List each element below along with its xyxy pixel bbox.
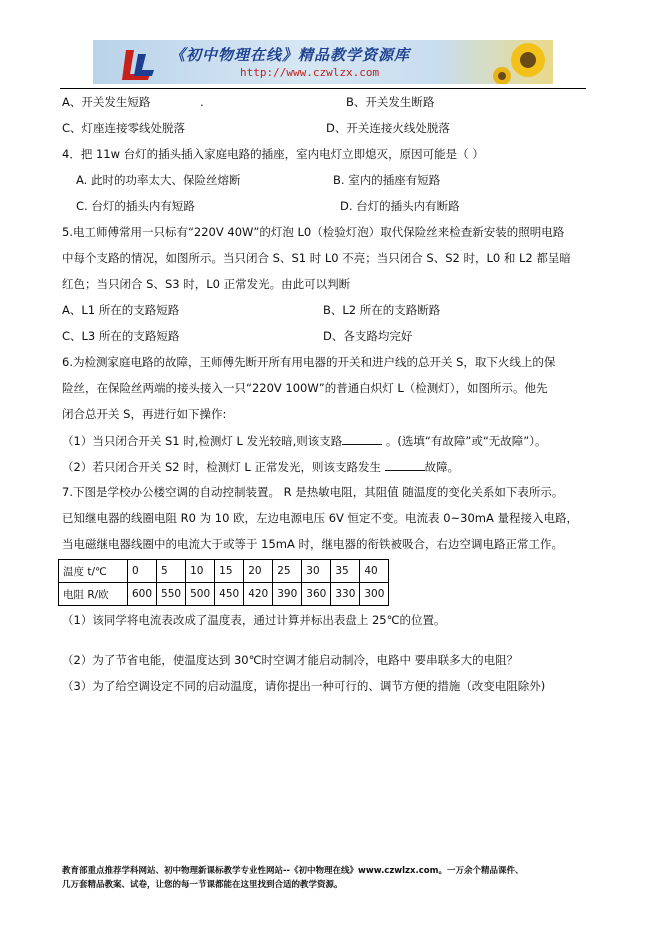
header-rule: [60, 88, 586, 89]
q4-option-a: A. 此时的功率太大、保险丝熔断: [76, 173, 241, 187]
q5-line-1: 5.电工师傅常用一只标有“220V 40W”的灯泡 L0（检验灯泡）取代保险丝来检查新安装的照明电路: [62, 225, 565, 239]
q4-option-b: B. 室内的插座有短路: [333, 173, 441, 187]
q5-line-3: 红色；当只闭合 S、S3 时，L0 正常发光。由此可以判断: [62, 277, 351, 291]
site-logo: [120, 44, 160, 82]
q3-option-a: A、开关发生短路: [62, 95, 151, 109]
q6-answer-blank-2[interactable]: [385, 458, 425, 471]
q3-option-a-mark: .: [200, 95, 204, 109]
table-cell: 5: [157, 560, 186, 583]
q4-option-d: D. 台灯的插头内有断路: [340, 199, 460, 213]
q6-sub-1-text: （1）当只闭合开关 S1 时,检测灯 L 发光较暗,则该支路: [62, 434, 343, 448]
q7-line-1: 7.下图是学校办公楼空调的自动控制装置。 R 是热敏电阻，其阻值 随温度的变化关系如下表所示。: [62, 485, 564, 499]
q5-option-c: C、L3 所在的支路短路: [62, 329, 180, 343]
q6-line-1: 6.为检测家庭电路的故障，王师傅先断开所有用电器的开关和进户线的总开关 S，取下火线上的保: [62, 355, 556, 369]
q7-line-2: 已知继电器的线圈电阻 R0 为 10 欧，左边电源电压 6V 恒定不变。电流表 0~30mA 量程接入电路，: [62, 511, 579, 525]
table-row: [59, 560, 389, 583]
table-cell: 15: [215, 560, 244, 583]
table-cell: 300: [360, 583, 389, 606]
table-row: [59, 583, 389, 606]
table-cell: 550: [157, 583, 186, 606]
q3-option-d: D、开关连接火线处脱落: [326, 121, 450, 135]
q6-sub-2-tail: 故障。: [424, 460, 460, 474]
q3-option-c: C、灯座连接零线处脱落: [62, 121, 186, 135]
table-row-label: 温度 t/℃: [59, 560, 128, 583]
banner-url[interactable]: http://www.czwlzx.com: [240, 66, 380, 79]
q5-line-2: 中每个支路的情况，如图所示。当只闭合 S、S1 时 L0 不亮；当只闭合 S、S2 时，L0 和 L2 都呈暗: [62, 251, 571, 265]
q6-sub-1: [62, 432, 547, 449]
table-cell: 600: [128, 583, 157, 606]
table-cell: 390: [273, 583, 302, 606]
table-cell: 30: [302, 560, 331, 583]
q5-option-d: D、各支路均完好: [323, 329, 413, 343]
table-cell: 420: [244, 583, 273, 606]
table-row-label: 电阻 R/欧: [59, 583, 128, 606]
temperature-resistance-table: [58, 559, 389, 606]
q6-line-3: 闭合总开关 S，再进行如下操作:: [62, 407, 227, 421]
banner-title: 《初中物理在线》精品教学资源库: [170, 46, 411, 64]
table-cell: 0: [128, 560, 157, 583]
table-cell: 330: [331, 583, 360, 606]
table-cell: 20: [244, 560, 273, 583]
table-cell: 360: [302, 583, 331, 606]
table-cell: 10: [186, 560, 215, 583]
q7-line-3: 当电磁继电器线圈中的电流大于或等于 15mA 时，继电器的衔铁被吸合，右边空调电路正常工作。: [62, 537, 564, 551]
q6-sub-2: [62, 458, 459, 475]
q6-answer-blank-1[interactable]: [342, 432, 382, 445]
footer-line-1: 教育部重点推荐学科网站、初中物理新课标教学专业性网站--《初中物理在线》www.czwlzx.com。一万余个精品课件、: [62, 866, 524, 876]
table-cell: 40: [360, 560, 389, 583]
table-cell: 35: [331, 560, 360, 583]
table-cell: 500: [186, 583, 215, 606]
q7-sub-1: （1）该同学将电流表改成了温度表，通过计算并标出表盘上 25℃的位置。: [62, 613, 446, 627]
q5-option-a: A、L1 所在的支路短路: [62, 303, 180, 317]
q7-sub-2: （2）为了节省电能，使温度达到 30℃时空调才能启动制冷，电路中 要串联多大的电阻？: [62, 653, 519, 667]
q3-option-b: B、开关发生断路: [346, 95, 435, 109]
sunflower-image: [492, 40, 553, 84]
table-cell: 450: [215, 583, 244, 606]
q6-line-2: 险丝，在保险丝两端的接头接入一只“220V 100W”的普通白炽灯 L（检测灯），如图所示。他先: [62, 381, 548, 395]
q5-option-b: B、L2 所在的支路断路: [323, 303, 441, 317]
footer-line-2: 几万套精品教案、试卷，让您的每一节课都能在这里找到合适的教学资源。: [62, 880, 343, 890]
q6-sub-1-tail: 。(选填“有故障”或“无故障”）。: [382, 434, 547, 448]
q6-sub-2-text: （2）若只闭合开关 S2 时，检测灯 L 正常发光，则该支路发生: [62, 460, 385, 474]
q7-sub-3: （3）为了给空调设定不同的启动温度，请你提出一种可行的、调节方便的措施（改变电阻除外): [62, 679, 546, 693]
q4-stem: 4．把 11w 台灯的插头插入家庭电路的插座，室内电灯立即熄灭，原因可能是（ ）: [62, 147, 484, 161]
q4-option-c: C. 台灯的插头内有短路: [76, 199, 195, 213]
table-cell: 25: [273, 560, 302, 583]
